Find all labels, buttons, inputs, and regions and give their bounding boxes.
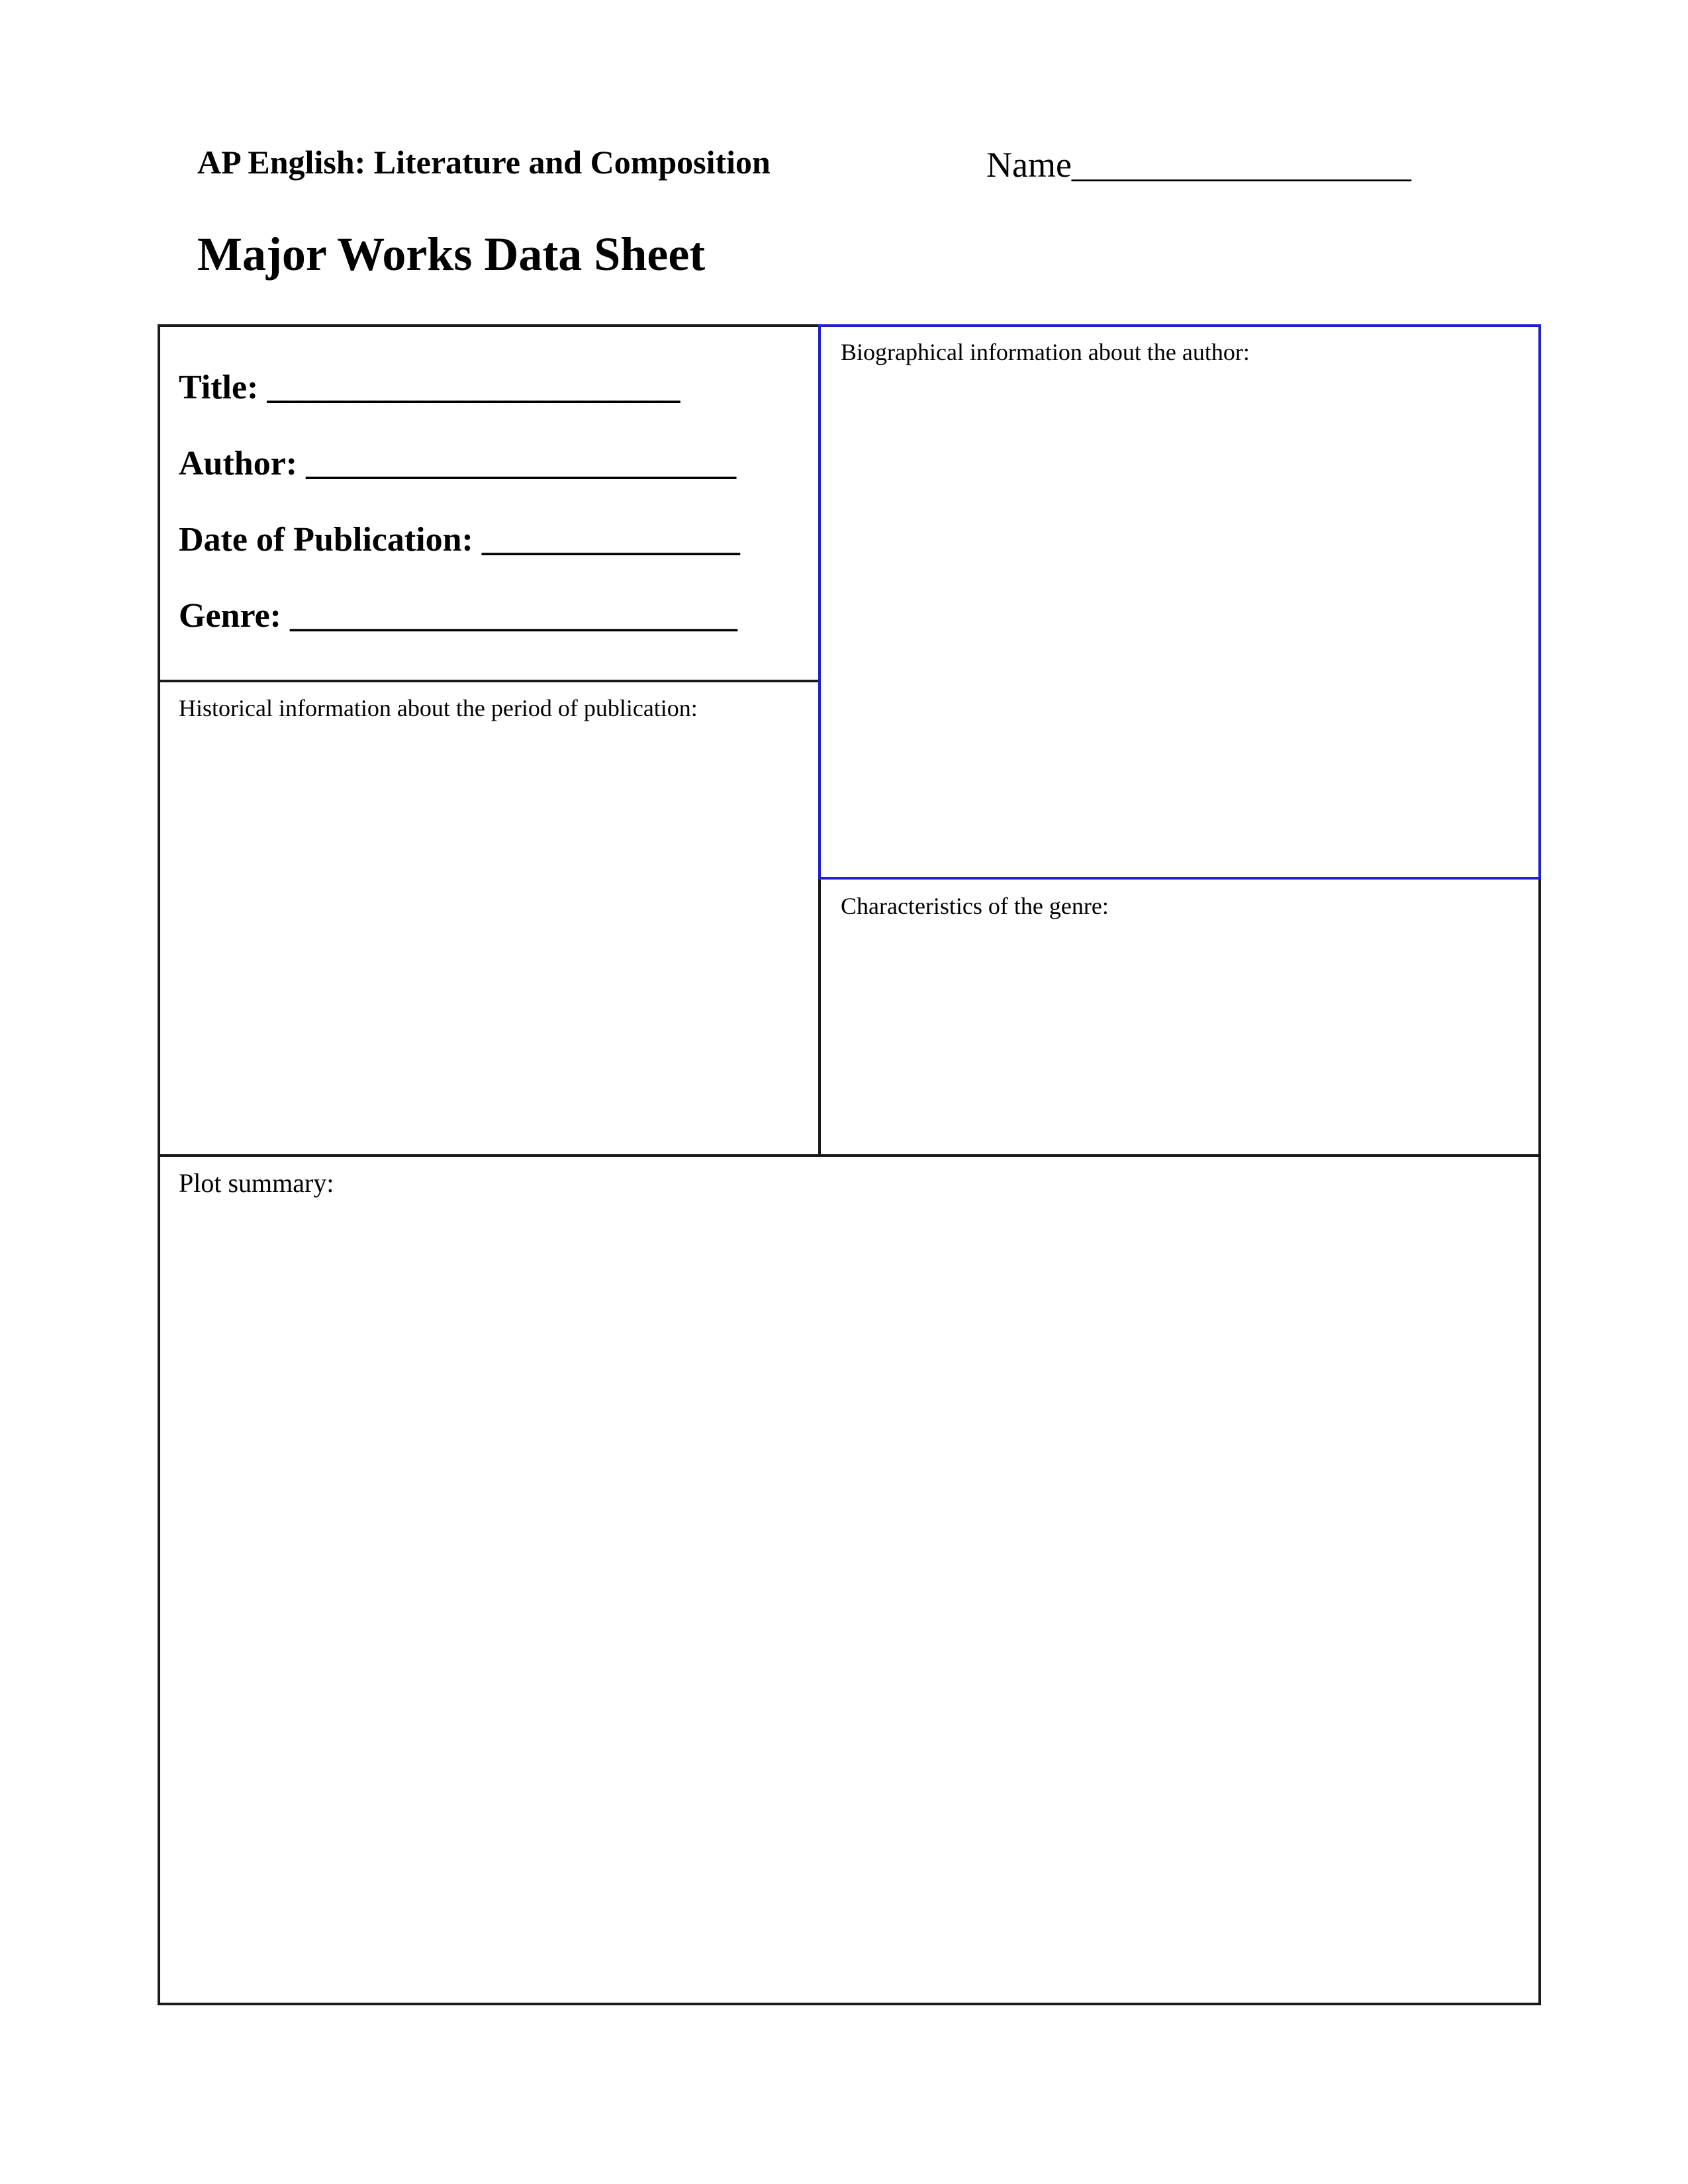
bio-section-box[interactable] <box>818 324 1541 880</box>
genre-field[interactable]: Genre: __________________________ <box>179 597 737 635</box>
publication-date-field[interactable]: Date of Publication: _______________ <box>179 521 740 559</box>
page-title: Major Works Data Sheet <box>197 228 706 281</box>
divider-info-history <box>158 680 821 682</box>
student-name-field[interactable]: Name___________________ <box>986 145 1411 185</box>
divider-plot <box>158 1154 1541 1157</box>
plot-summary-label: Plot summary: <box>179 1168 334 1198</box>
course-title: AP English: Literature and Composition <box>197 144 771 181</box>
historical-section-label: Historical information about the period of publication: <box>179 695 698 721</box>
author-field[interactable]: Author: _________________________ <box>179 445 737 482</box>
genre-characteristics-label: Characteristics of the genre: <box>841 893 1109 919</box>
bio-section-label: Biographical information about the author: <box>841 339 1250 365</box>
title-field[interactable]: Title: ________________________ <box>179 369 680 406</box>
